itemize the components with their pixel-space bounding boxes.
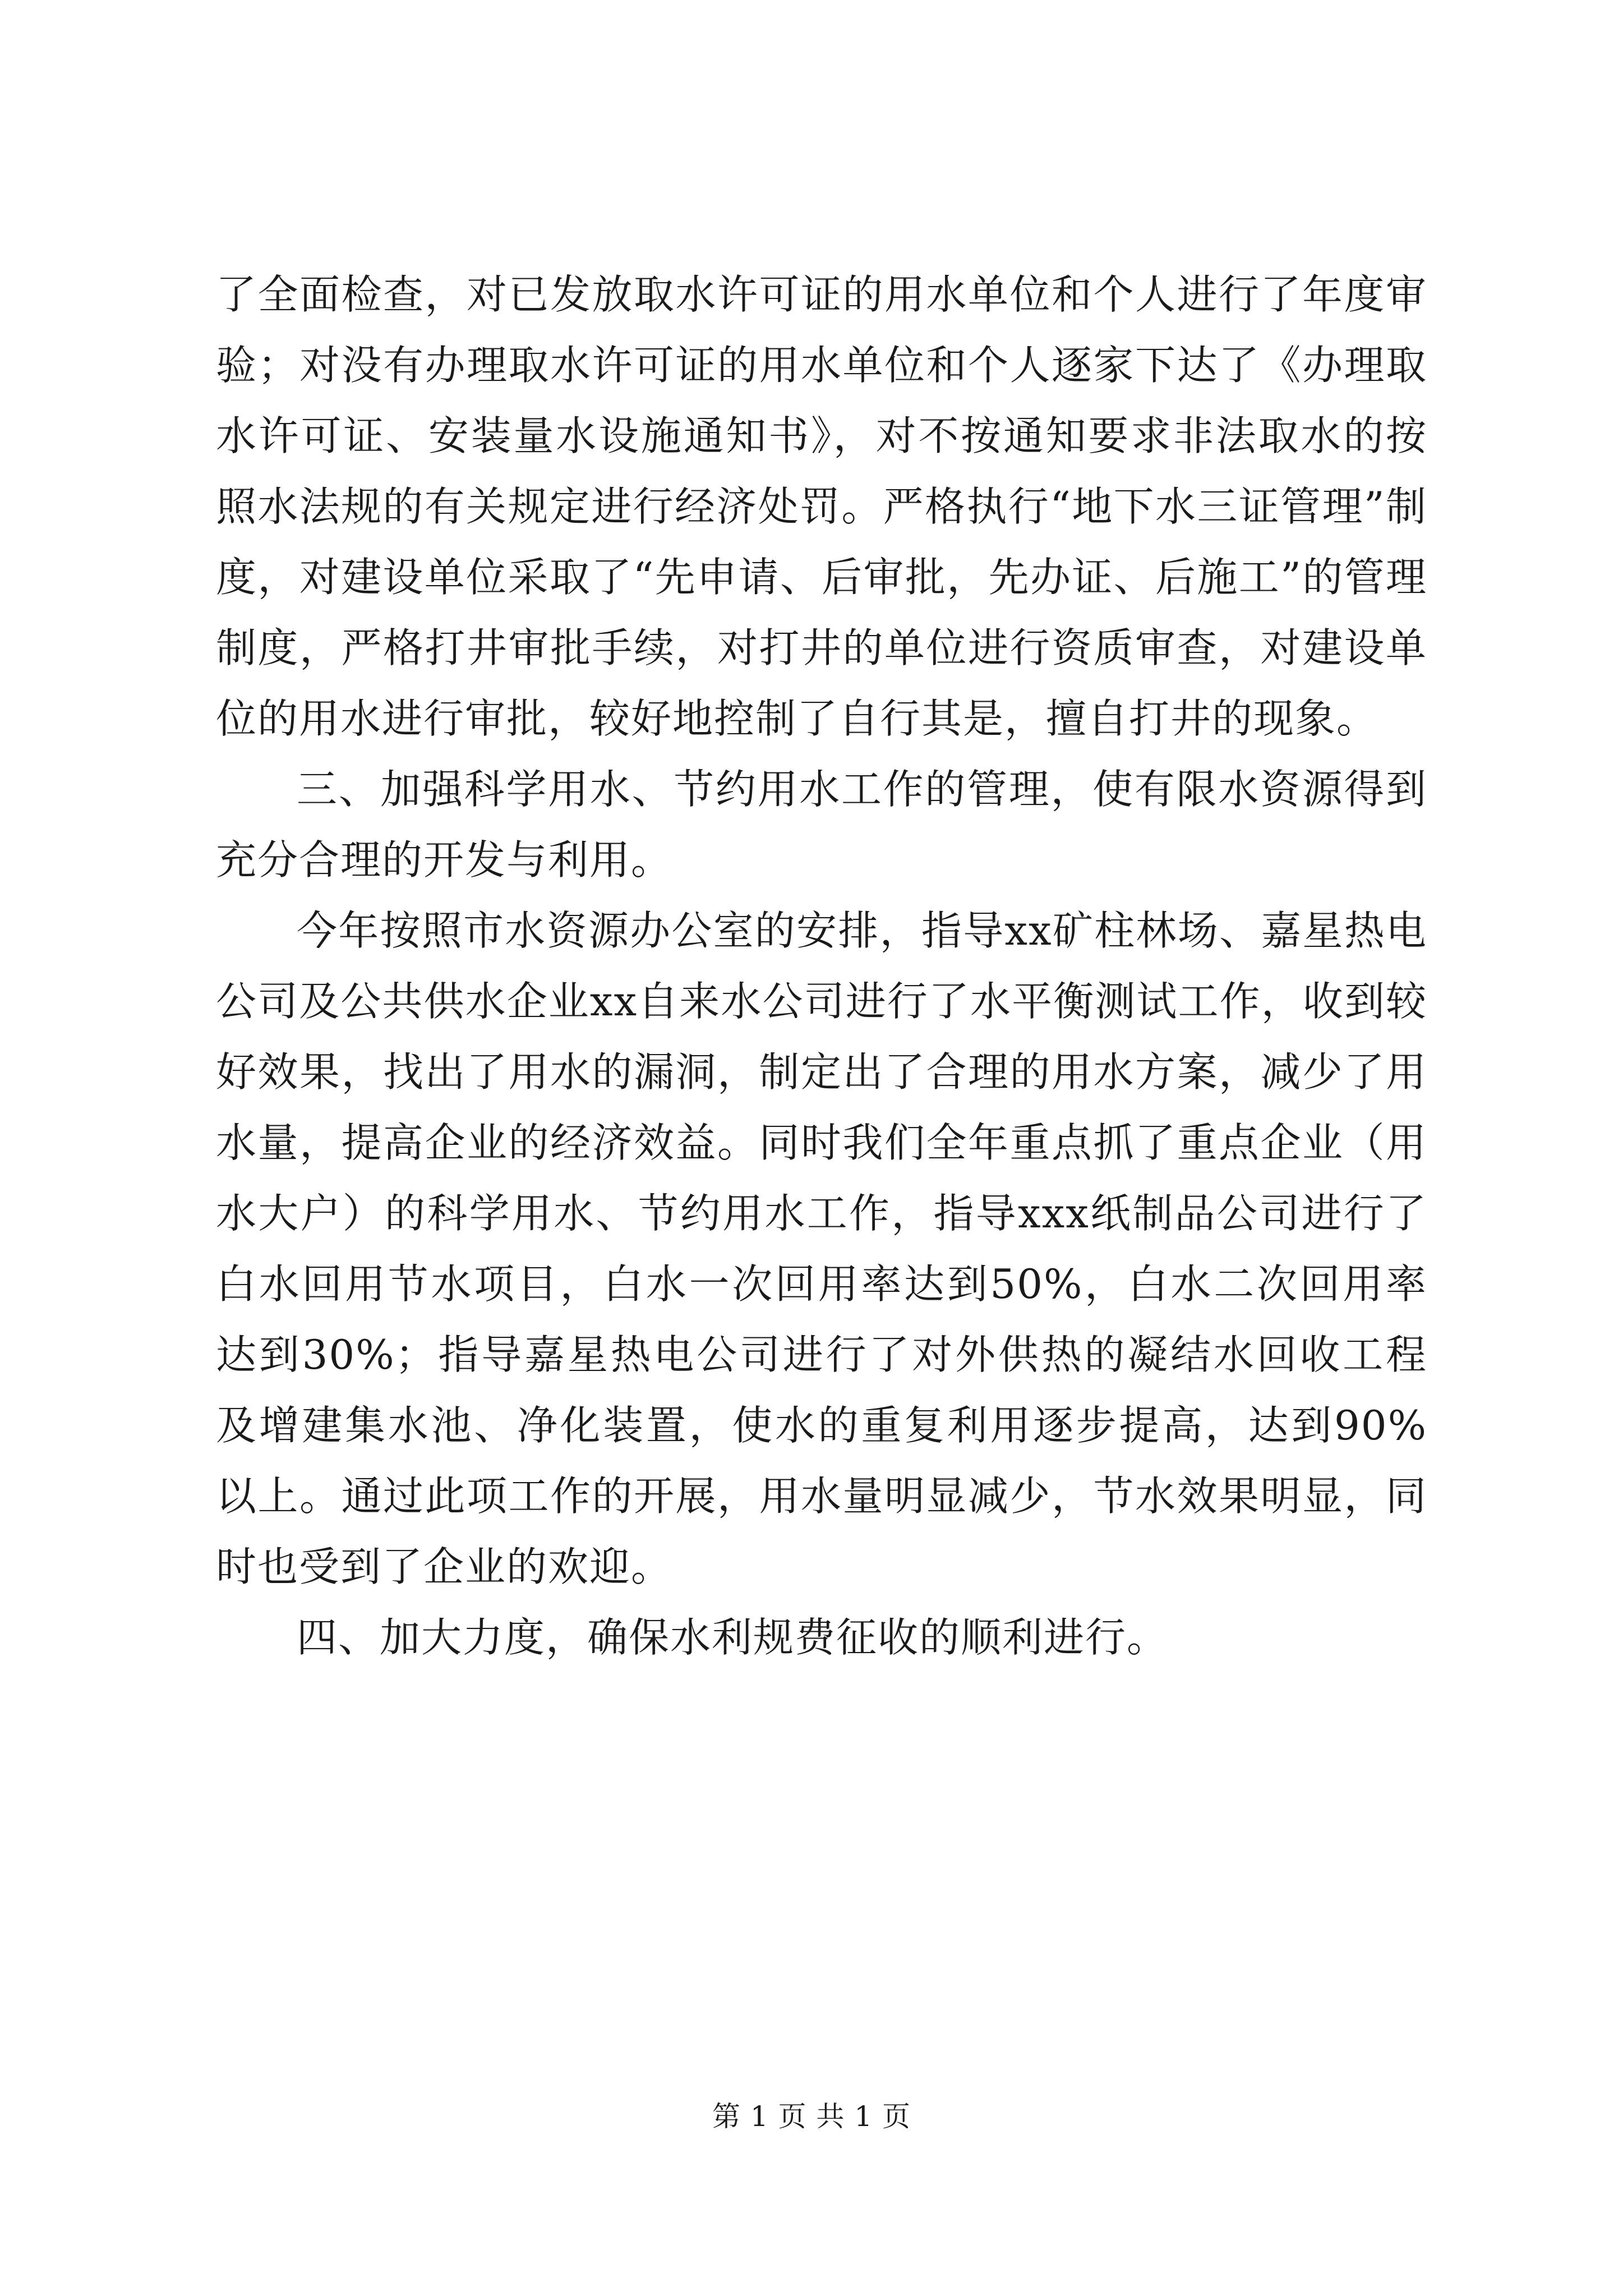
- paragraph-section-three-heading: 三、加强科学用水、节约用水工作的管理，使有限水资源得到充分合理的开发与利用。: [216, 766, 1427, 884]
- paragraph-section-four-heading: 四、加大力度，确保水利规费征收的顺利进行。: [297, 1614, 1169, 1661]
- page-footer: 第 1 页 共 1 页: [712, 2100, 911, 2133]
- paragraph-water-balance: 今年按照市水资源办公室的安排，指导xx矿柱林场、嘉星热电公司及公共供水企业xx自来水公司进行了水平衡测试工作，收到较好效果，找出了用水的漏洞，制定出了合理的用水方案，减少了用水量，提高企业的经济效益。同时我们全年重点抓了重点企业（用水大户）的科学用水、节约用水工作，指导xxx纸制品公司进行了白水回用节水项目，白水一次回用率达到50%，白水二次回用率达到30%；指导嘉星热电公司进行了对外供热的凝结水回收工程及增建集水池、净化装置，使水的重复利用逐步提高，达到90%以上。通过此项工作的开展，用水量明显减少，节水效果明显，同时也受到了企业的欢迎。: [216, 907, 1427, 1590]
- document-body: [216, 259, 1427, 1673]
- paragraph-continuation: 了全面检查，对已发放取水许可证的用水单位和个人进行了年度审验；对没有办理取水许可证的用水单位和个人逐家下达了《办理取水许可证、安装量水设施通知书》，对不按通知要求非法取水的按照水法规的有关规定进行经济处罚。严格执行“地下水三证管理”制度，对建设单位采取了“先申请、后审批，先办证、后施工”的管理制度，严格打井审批手续，对打井的单位进行资质审查，对建设单位的用水进行审批，较好地控制了自行其是，擅自打井的现象。: [216, 271, 1427, 742]
